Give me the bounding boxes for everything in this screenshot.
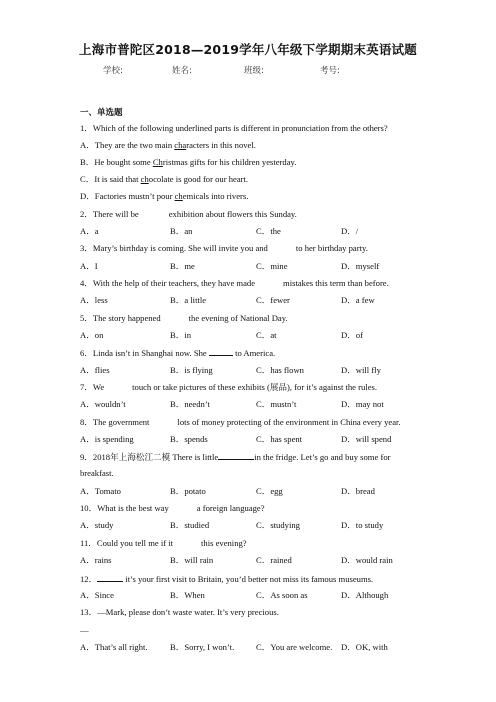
answer-blank bbox=[218, 451, 254, 460]
question-8-option-c: C．has spent bbox=[256, 434, 303, 444]
question-4-option-c: C．fewer bbox=[256, 295, 290, 305]
question-13-stem: 13．—Mark, please don’t waste water. It’s very precious. bbox=[80, 607, 279, 617]
question-10-option-b: B．studied bbox=[170, 520, 210, 530]
question-10-option-d: D．to study bbox=[341, 520, 384, 530]
question-2-option-a: A．a bbox=[80, 226, 99, 236]
underlined-part: Ch bbox=[152, 157, 163, 167]
question-11-option-c: C．rained bbox=[256, 555, 292, 565]
question-13-option-a: A．That’s all right. bbox=[80, 642, 148, 652]
stem-text: to America. bbox=[235, 348, 276, 358]
option-text: C．It is said that bbox=[80, 174, 141, 184]
question-12-option-d: D．Although bbox=[341, 590, 389, 600]
question-2-option-d: D．/ bbox=[341, 226, 359, 236]
question-9-stem bbox=[80, 451, 390, 463]
number-label: 考号: bbox=[320, 66, 340, 76]
question-2-option-c: C．the bbox=[256, 226, 281, 236]
answer-blank bbox=[209, 347, 233, 356]
stem-text: 7．We bbox=[80, 382, 105, 392]
question-11-option-b: B．will rain bbox=[170, 555, 214, 565]
question-8-option-b: B．spends bbox=[170, 434, 208, 444]
stem-text: 4．With the help of their teachers, they have made bbox=[80, 278, 256, 288]
underlined-part: ch bbox=[140, 174, 149, 184]
stem-text: touch or take pictures of these exhibits (展品), for it’s against the rules. bbox=[132, 382, 377, 392]
question-5-stem bbox=[80, 313, 288, 324]
question-7-stem bbox=[80, 382, 377, 393]
question-5-option-c: C．at bbox=[256, 330, 277, 340]
question-8-option-d: D．will spend bbox=[341, 434, 392, 444]
question-10-option-c: C．studying bbox=[256, 520, 300, 530]
question-2-stem bbox=[80, 209, 297, 220]
question-9-option-a: A．Tomato bbox=[80, 486, 121, 496]
question-3-option-c: C．mine bbox=[256, 261, 288, 271]
question-2-option-b: B．an bbox=[170, 226, 193, 236]
stem-text: to her birthday party. bbox=[295, 243, 368, 253]
question-1-option-a bbox=[80, 140, 256, 151]
name-label: 姓名: bbox=[172, 66, 192, 76]
stem-text: 12． bbox=[80, 574, 98, 584]
question-13-option-d: D．OK, with bbox=[341, 642, 388, 652]
stem-text: the evening of National Day. bbox=[188, 313, 288, 323]
question-13-option-b: B．Sorry, I won’t. bbox=[170, 642, 235, 652]
question-1-option-d bbox=[80, 191, 248, 202]
question-9-option-c: C．egg bbox=[256, 486, 283, 496]
question-12-option-a: A．Since bbox=[80, 590, 114, 600]
question-3-option-b: B．me bbox=[170, 261, 195, 271]
question-12-stem bbox=[80, 573, 373, 585]
question-9-option-b: B．potato bbox=[170, 486, 206, 496]
section-title: 一、单选题 bbox=[80, 108, 123, 118]
option-text: ristmas gifts for his children yesterday. bbox=[162, 157, 297, 167]
stem-text: 8．The government bbox=[80, 417, 150, 427]
question-13-reply: — bbox=[80, 625, 89, 635]
question-12-option-b: B．When bbox=[170, 590, 205, 600]
question-12-option-c: C．As soon as bbox=[256, 590, 308, 600]
question-5-option-a: A．on bbox=[80, 330, 104, 340]
question-11-stem bbox=[80, 538, 247, 549]
underlined-part: ch bbox=[174, 191, 183, 201]
question-5-option-b: B．in bbox=[170, 330, 192, 340]
stem-text: in the fridge. Let’s go and buy some for bbox=[254, 452, 391, 462]
stem-text: 2．There will be bbox=[80, 209, 139, 219]
question-6-option-a: A．flies bbox=[80, 365, 110, 375]
question-6-stem bbox=[80, 347, 275, 359]
option-text: emicals into rivers. bbox=[182, 191, 249, 201]
question-8-option-a: A．is spending bbox=[80, 434, 134, 444]
option-text: racters in this novel. bbox=[186, 140, 256, 150]
document-title: 上海市普陀区2018—2019学年八年级下学期期末英语试题 bbox=[79, 42, 417, 57]
stem-text: 5．The story happened bbox=[80, 313, 161, 323]
question-1-option-c bbox=[80, 174, 248, 185]
question-3-stem bbox=[80, 243, 368, 254]
stem-text: 3．Mary’s birthday is coming. She will invite you and bbox=[80, 243, 268, 253]
stem-text: mistakes this term than before. bbox=[283, 278, 389, 288]
question-3-option-a: A．I bbox=[80, 261, 98, 271]
school-label: 学校: bbox=[103, 66, 123, 76]
question-11-option-a: A．rains bbox=[80, 555, 112, 565]
stem-text: lots of money protecting of the environment in China every year. bbox=[177, 417, 401, 427]
question-6-option-c: C．has flown bbox=[256, 365, 304, 375]
answer-blank bbox=[97, 573, 123, 582]
question-13-option-c: C．You are welcome. bbox=[256, 642, 333, 652]
stem-text: 6．Linda isn’t in Shanghai now. She bbox=[80, 348, 207, 358]
question-1-option-b bbox=[80, 157, 296, 168]
option-text: ocolate is good for our heart. bbox=[148, 174, 249, 184]
question-7-option-a: A．wouldn’t bbox=[80, 399, 126, 409]
stem-text: exhibition about flowers this Sunday. bbox=[168, 209, 297, 219]
question-11-option-d: D．would rain bbox=[341, 555, 393, 565]
question-4-stem bbox=[80, 278, 389, 289]
question-9-option-d: D．bread bbox=[341, 486, 375, 496]
question-4-option-b: B．a little bbox=[170, 295, 207, 305]
question-7-option-b: B．needn’t bbox=[170, 399, 210, 409]
stem-text: 11．Could you tell me if it bbox=[80, 538, 174, 548]
class-label: 班级: bbox=[244, 66, 264, 76]
stem-text: a foreign language? bbox=[196, 503, 265, 513]
question-4-option-d: D．a few bbox=[341, 295, 375, 305]
question-5-option-d: D．of bbox=[341, 330, 363, 340]
underlined-part: cha bbox=[174, 140, 187, 150]
stem-text: 10．What is the best way bbox=[80, 503, 169, 513]
question-10-stem bbox=[80, 503, 265, 514]
question-4-option-a: A．less bbox=[80, 295, 108, 305]
stem-text: this evening? bbox=[201, 538, 247, 548]
question-8-stem bbox=[80, 417, 401, 428]
question-10-option-a: A．study bbox=[80, 520, 114, 530]
question-6-option-b: B．is flying bbox=[170, 365, 213, 375]
question-3-option-d: D．myself bbox=[341, 261, 380, 271]
question-7-option-d: D．may not bbox=[341, 399, 384, 409]
stem-text: it’s your first visit to Britain, you’d better not miss its famous museums. bbox=[125, 574, 374, 584]
question-7-option-c: C．mustn’t bbox=[256, 399, 297, 409]
question-6-option-d: D．will fly bbox=[341, 365, 381, 375]
stem-text: 9．2018年上海松江二模 There is little bbox=[80, 452, 219, 462]
option-text: A．They are the two main bbox=[80, 140, 175, 150]
question-1-stem: 1．Which of the following underlined parts is different in pronunciation from the others? bbox=[80, 123, 388, 133]
option-text: B．He bought some bbox=[80, 157, 153, 167]
option-text: D．Factories mustn’t pour bbox=[80, 191, 175, 201]
question-9-stem-continued: breakfast. bbox=[80, 468, 114, 478]
